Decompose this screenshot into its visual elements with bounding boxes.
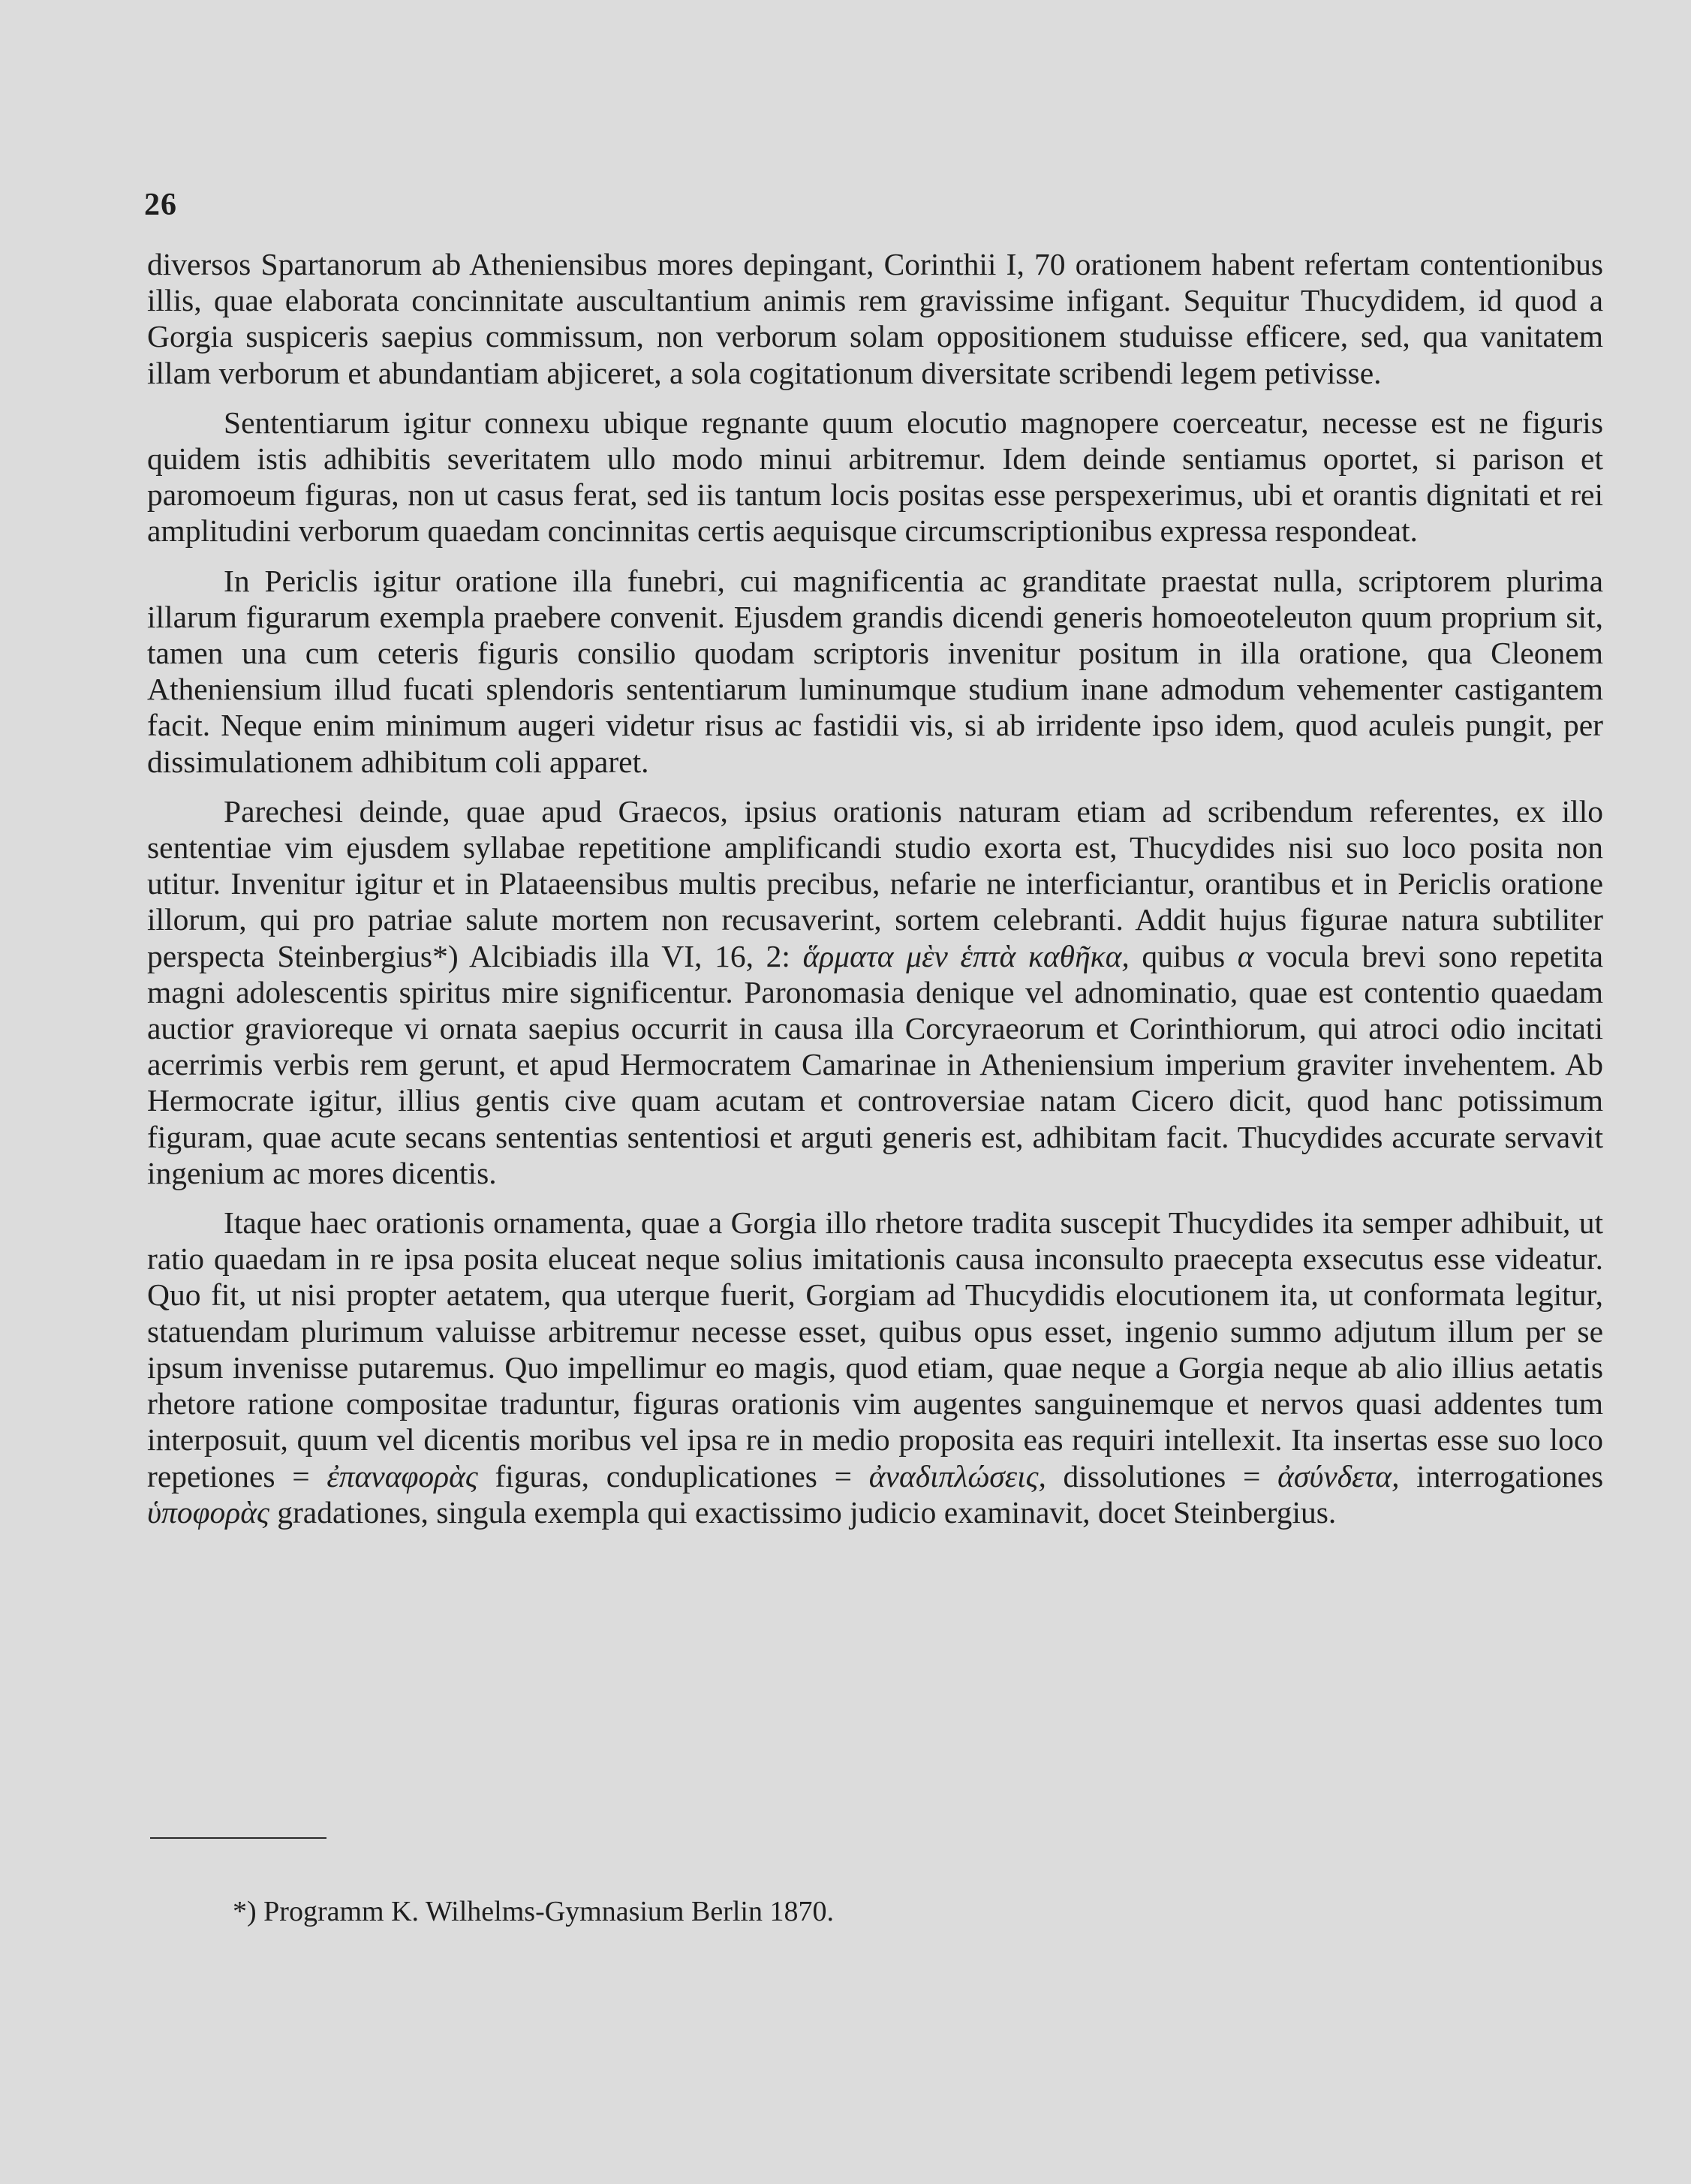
paragraph-5-text-a: Itaque haec orationis ornamenta, quae a Gorgia illo rhetore tradita suscepit Thucydides ita semper adhibuit, ut ratio quaedam in re ipsa posita eluceat neque solius imitationis causa inconsulto praecepta exsecutus esse videatur. Quo fit, ut nisi propter aetatem, qua uterque fuerit, Gorgiam ad Thucydidis elocutionem ita, ut conformata legitur, statuendam plurimum valuisse arbitremur necesse esset, quibus opus esset, ingenio summo adjutum illum per se ipsum invenisse putaremus. Quo impellimur eo magis, quod etiam, quae neque a Gorgia neque ab alio illius aetatis rhetore ratione compositae traduntur, figuras orationis vim augentes sanguinemque et nervos quasi addentes tum interposuit, quum vel dicentis moribus vel ipsa re in medio proposita eas requiri intellexit. Ita insertas esse suo loco repetiones = <box>147 1205 1603 1494</box>
greek-term-epanaphora: ἐπαναφορὰς <box>326 1458 478 1494</box>
paragraph-3: In Periclis igitur oratione illa funebri, cui magnificentia ac granditate praestat nulla, scriptorem plurima illarum figurarum exempla praebere convenit. Ejusdem grandis dicendi generis homoeoteleuton quum proprium sit, tamen una cum ceteris figuris consilio quodam scriptoris invenitur positum in illa oratione, qua Cleonem Atheniensium illud fucati splendoris sententiarum luminumque studium inane admodum vehementer castigantem facit. Neque enim minimum augeri videtur risus ac fastidii vis, si ab irridente ipso idem, quod aculeis pungit, per dissimulationem adhibitum coli apparet. <box>147 563 1603 779</box>
paragraph-4-text-c: vocula brevi sono repetita magni adolescentis spiritus mire significentur. Paronomasia denique vel adnominatio, quae est contentio quaedam auctior gravioreque vi ornata saepius occurrit in causa illa Corcyraeorum et Corinthiorum, qui atroci odio incitati acerrimis verbis rem gerunt, et apud Hermocratem Camarinae in Atheniensium imperium graviter invehentem. Ab Hermocrate igitur, illius gentis cive quam acutam et controversiae natam Cicero dicit, quod hanc potissimum figuram, quae acute secans sententias sententiosi et arguti generis est, adhibitam facit. Thucydides accurate servavit ingenium ac mores dicentis. <box>147 938 1604 1190</box>
paragraph-2: Sententiarum igitur connexu ubique regnante quum elocutio magnopere coerceatur, necesse est ne figuris quidem istis adhibitis severitatem ullo modo minui arbitremur. Idem deinde sentiamus oportet, si parison et paromoeum figuras, non ut casus ferat, sed iis tantum locis positas esse perspexerimus, ubi et orantis dignitati et rei amplitudini verborum quaedam concinnitas certis aequisque circumscriptionibus expressa respondeat. <box>147 405 1603 549</box>
paragraph-4 <box>147 793 1603 1191</box>
main-text <box>147 246 1603 1544</box>
paragraph-5-text-e: gradationes, singula exempla qui exactissimo judicio examinavit, docet Steinbergius. <box>277 1494 1337 1530</box>
paragraph-5-text-d: interrogationes <box>1416 1458 1604 1494</box>
footnote: *) Programm K. Wilhelms-Gymnasium Berlin 1870. <box>233 1896 834 1927</box>
footnote-divider <box>150 1837 326 1839</box>
paragraph-4-text-b: quibus <box>1142 938 1226 973</box>
paragraph-5 <box>147 1205 1603 1530</box>
greek-term-anadiplosis: ἀναδιπλώσεις, <box>868 1458 1046 1494</box>
greek-quote-harmata: ἅρματα μὲν ἑπτὰ καθῆκα, <box>802 938 1130 973</box>
greek-term-asyndeta: ἀσύνδετα, <box>1277 1458 1400 1494</box>
page-number: 26 <box>144 188 177 222</box>
paragraph-1: diversos Spartanorum ab Atheniensibus mores depingant, Corinthii I, 70 orationem habent refertam contentionibus illis, quae elaborata concinnitate auscultantium animis rem gravissime infigant. Sequitur Thucydidem, id quod a Gorgia suspiceris saepius commissum, non verborum solam oppositionem studuisse efficere, sed, qua vanitatem illam verborum et abundantiam abjiceret, a sola cogitationum diversitate scribendi legem petivisse. <box>147 247 1603 390</box>
greek-term-hypophora: ὑποφορὰς <box>147 1494 269 1530</box>
paragraph-5-text-b: figuras, conduplicationes = <box>495 1458 853 1494</box>
paragraph-4-text-a: Parechesi deinde, quae apud Graecos, ipsius orationis naturam etiam ad scribendum referentes, ex illo sententiae vim ejusdem syllabae repetitione amplificandi studio exorta est, Thucydides nisi suo loco posita non utitur. Invenitur igitur et in Plataeensibus multis precibus, nefarie ne interficiantur, orantibus et in Periclis oratione illorum, qui pro patriae salute mortem non recusaverint, sortem celebranti. Addit hujus figurae natura subtiliter perspecta Steinbergius*) Alcibiadis illa VI, 16, 2: <box>147 793 1603 973</box>
greek-letter-alpha: α <box>1237 938 1254 973</box>
paragraph-5-text-c: dissolutiones = <box>1063 1458 1261 1494</box>
